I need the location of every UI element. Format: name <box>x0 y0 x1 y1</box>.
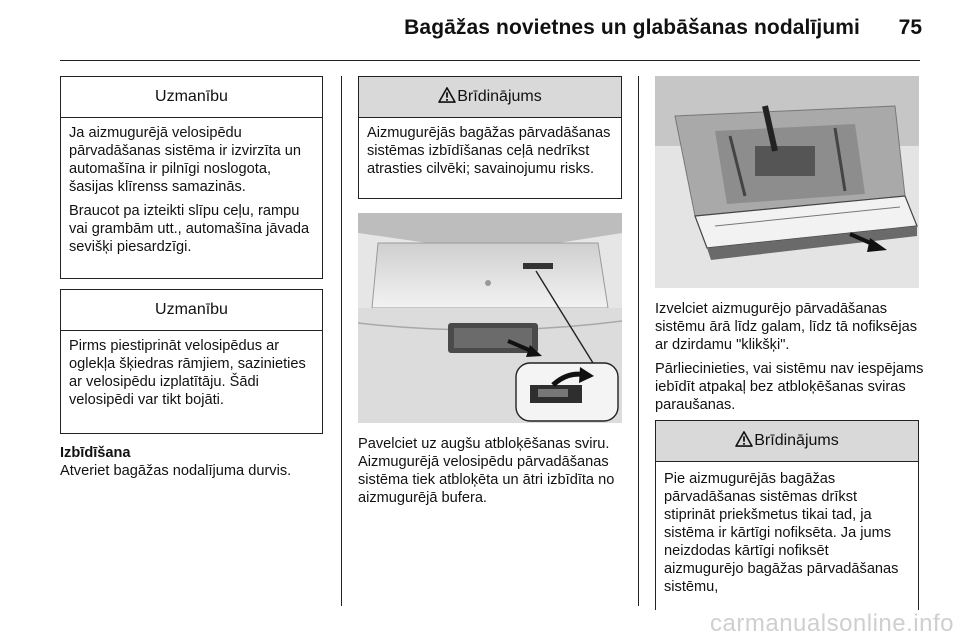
column-divider-2 <box>638 76 639 606</box>
notice-paragraph: Braucot pa izteikti slīpu ceļu, rampu vai grambām utt., automašīna jāvada sevišķi piesardzīgi. <box>69 203 310 255</box>
warning-body: Pie aizmugurējās bagāžas pārvadāšanas sistēmas drīkst stiprināt priekšmetus tikai tad, ja sistēma ir kārtīgi nofiksēta. Ja jums neizdodas kārtīgi nofiksēt aizmugurējo bagāžas pārvadāšanas sistēmu, <box>664 471 899 595</box>
warning-body: Aizmugurējās bagāžas pārvadāšanas sistēmas izbīdīšanas ceļā nedrīkst atrasties cilvēki; savainojumu risks. <box>367 125 611 177</box>
paragraph: Pārliecinieties, vai sistēmu nav iespējams iebīdīt atpakaļ bez atbloķēšanas sviras paraušanas. <box>655 361 924 413</box>
notice-box-2 <box>60 289 323 434</box>
section-text: Atveriet bagāžas nodalījuma durvis. <box>60 463 292 479</box>
warning-heading <box>656 421 918 462</box>
page-title: Bagāžas novietnes un glabāšanas nodalījumi <box>404 16 860 39</box>
watermark: carmanualsonline.info <box>710 610 954 637</box>
figure-pull-out-carrier <box>655 76 919 288</box>
warning-box-2 <box>655 420 919 610</box>
notice-heading: Uzmanību <box>61 290 322 331</box>
warning-heading-label: Brīdinājums <box>754 432 839 449</box>
page-number: 75 <box>898 16 922 39</box>
section-extend <box>60 444 332 480</box>
notice-body <box>61 118 322 256</box>
warning-triangle-icon <box>735 431 753 447</box>
caption-release-lever: Pavelciet uz augšu atbloķēšanas sviru. Aizmugurējā velosipēdu pārvadāšanas sistēma tiek atbloķēta un ātri izbīdīta no aizmugurējā bufera. <box>358 436 615 506</box>
notice-paragraph: Ja aizmugurējā velosipēdu pārvadāšanas sistēma ir izvirzīta un automašīna ir pilnīgi noslogota, šasijas klīrenss samazinās. <box>69 125 301 195</box>
notice-box-1 <box>60 76 323 279</box>
header-rule <box>60 60 920 61</box>
column-divider-1 <box>341 76 342 606</box>
notice-body <box>61 331 322 409</box>
figure-release-lever <box>358 213 622 423</box>
notice-paragraph: Pirms piestiprināt velosipēdus ar oglekļa šķiedras rāmjiem, sazinieties ar velosipēdu izplatītāju. Šādi velosipēdi var tikt bojāti. <box>69 338 306 408</box>
warning-heading <box>359 77 621 118</box>
instructions-col3 <box>655 300 927 420</box>
section-subheading: Izbīdīšana <box>60 445 131 461</box>
illustration-carrier-extended <box>655 76 919 288</box>
warning-box-1 <box>358 76 622 199</box>
paragraph: Izvelciet aizmugurējo pārvadāšanas sistēmu ārā līdz galam, līdz tā nofiksējas ar dzirdamu "klikšķi". <box>655 301 917 353</box>
warning-heading-label: Brīdinājums <box>457 88 542 105</box>
notice-heading: Uzmanību <box>61 77 322 118</box>
illustration-rear-bumper <box>358 213 622 423</box>
warning-triangle-icon <box>438 87 456 103</box>
